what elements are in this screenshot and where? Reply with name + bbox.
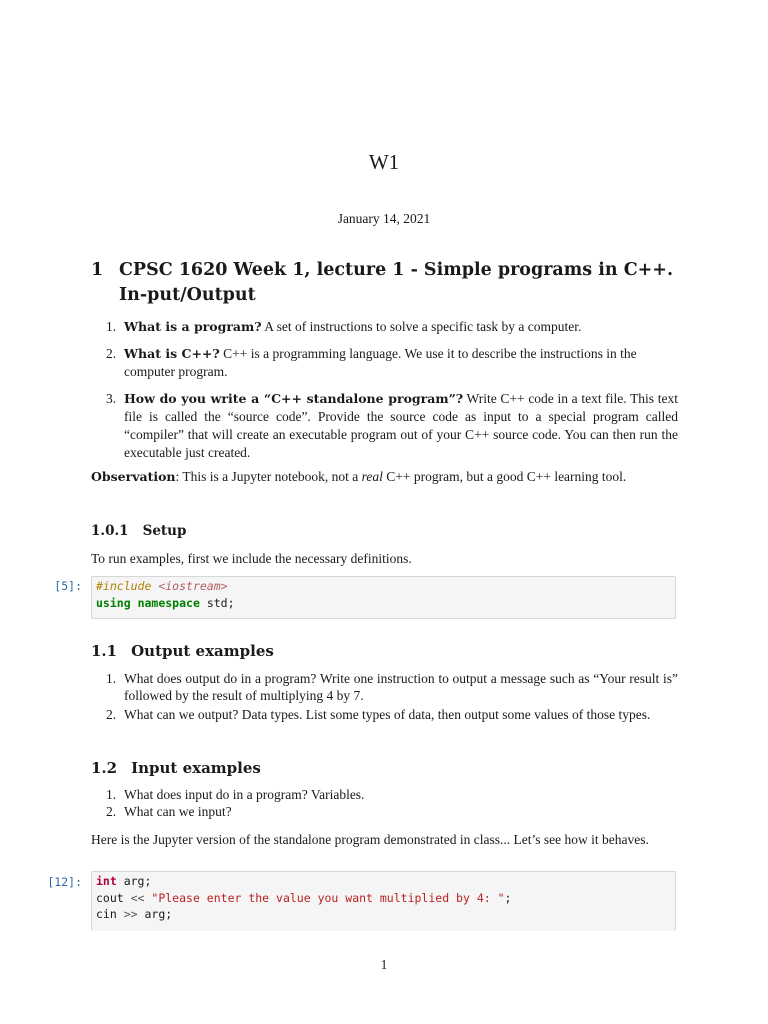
observation-label: Observation — [91, 469, 176, 484]
section-title: CPSC 1620 Week 1, lecture 1 - Simple programs in C++. In-put/Output — [119, 260, 674, 305]
list-item: 1. What does input do in a program? Variables. — [106, 787, 365, 802]
output-examples-list — [91, 670, 678, 723]
answer-text: A set of instructions to solve a specific task by a computer. — [261, 319, 582, 334]
document-date: January 14, 2021 — [337, 211, 431, 226]
cell-prompt: [5]: — [54, 579, 82, 593]
code-line: int arg; — [96, 874, 152, 888]
document-title: W1 — [368, 150, 400, 174]
code-line: #include <iostream> — [96, 579, 228, 593]
list-item: 2. What is C++? C++ is a programming language. We use it to describe the instructions in the computer program. — [106, 346, 637, 379]
question-label: What is C++? — [124, 346, 220, 361]
setup-intro-text: To run examples, first we include the necessary definitions. — [91, 551, 412, 566]
list-item: 1. What is a program? A set of instructions to solve a specific task by a computer. — [106, 319, 582, 334]
list-item: 1. What does output do in a program? Write one instruction to output a message such as “Your result is” followed by the result of multiplying 4 by 7. — [106, 671, 678, 703]
subsection-heading-input: 1.2 Input examples — [91, 759, 261, 777]
question-label: How do you write a “C++ standalone program”? — [124, 391, 464, 406]
list-item: 3. How do you write a “C++ standalone program”? Write C++ code in a text file. This text file is called the “source code”. Provide the source code as input to a special program called “compiler” that will create an executable program out of your C++ source code. You can then run the executable just created. — [106, 391, 678, 460]
answer-text: Write C++ code in a text file. This text file is called the “source code”. Provide the source code as input to a special program called “compiler” that will create an executable program out of your C++ source code. You can then run the executable just created. — [124, 391, 678, 460]
code-line: cout << "Please enter the value you want multiplied by 4: "; — [96, 890, 512, 905]
code-cell-setup[interactable] — [91, 576, 676, 619]
subsection-heading-setup: 1.0.1 Setup — [91, 523, 187, 539]
code-line: using namespace std; — [96, 595, 235, 610]
code-line: cin >> arg; — [96, 907, 173, 921]
section-heading-1 — [91, 258, 681, 308]
input-intro-text: Here is the Jupyter version of the standalone program demonstrated in class... Let’s see how it behaves. — [91, 832, 649, 847]
input-examples-list — [91, 786, 678, 820]
section-number: 1 — [91, 260, 104, 280]
list-item: 2. What can we input? — [106, 804, 232, 819]
cell-prompt: [12]: — [47, 875, 82, 889]
intro-question-list — [91, 318, 678, 471]
code-cell-input[interactable] — [91, 871, 676, 931]
emphasis-real: real — [361, 469, 383, 484]
subsection-heading-output: 1.1 Output examples — [91, 642, 274, 660]
page-number: 1 — [380, 957, 388, 972]
list-item: 2. What can we output? Data types. List some types of data, then output some values of those types. — [106, 707, 651, 722]
answer-text: C++ is a programming language. We use it to describe the instructions in the computer program. — [124, 346, 637, 379]
question-label: What is a program? — [124, 319, 262, 334]
observation-paragraph: Observation: This is a Jupyter notebook, not a real C++ program, but a good C++ learning tool. — [91, 469, 627, 484]
